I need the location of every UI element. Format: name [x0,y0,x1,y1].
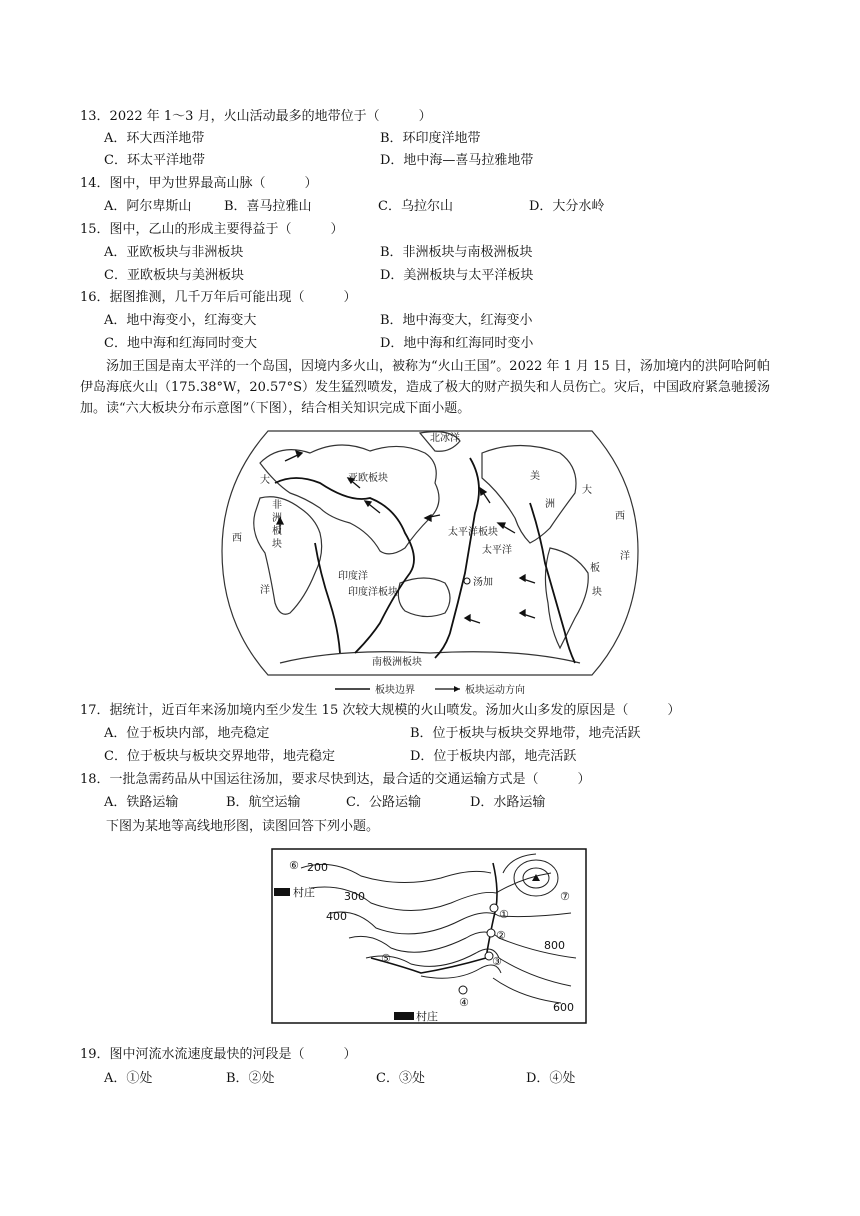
q15-option-c: C．亚欧板块与美洲板块 [104,268,244,283]
label-da-left: 大 [260,475,270,486]
village-top-icon [274,888,290,896]
tonga-marker [464,578,470,584]
q17-option-a: A．位于板块内部，地壳稳定 [104,726,270,741]
q14-option-a: A．阿尔卑斯山 [104,199,192,214]
marker-1-label: ① [499,908,509,921]
q16-option-d: D．地中海和红海同时变小 [380,336,534,351]
q16-option-a: A．地中海变小，红海变大 [104,313,257,328]
q16-stem: 16．据图推测，几千万年后可能出现（ ） [80,290,357,305]
q17-option-b: B．位于板块与板块交界地带，地壳活跃 [410,726,641,741]
q18-stem: 18．一批急需药品从中国运往汤加，要求尽快到达，最合适的交通运输方式是（ ） [80,772,591,787]
q13-option-d: D．地中海—喜马拉雅地带 [380,153,534,168]
marker-6-label: ⑥ [289,859,299,872]
intro-paragraph-tonga: 汤加王国是南太平洋的一个岛国，因境内多火山，被称为“火山王国”。2022 年 1 月 15 日，汤加境内的洪阿哈阿帕伊岛海底火山（175.38°W，20.57°S）发生猛烈喷发，造成了极大的财产损失和人员伤亡。灾后，中国政府紧急驰援汤加。读“六大板块分布示意图”（下图），结合相关知识完成下面小题。 [80,359,770,416]
q18-option-c: C．公路运输 [346,795,421,810]
contour-label-600: 600 [553,1001,574,1014]
village-bottom-icon [394,1012,414,1020]
intro-paragraph-contour: 下图为某地等高线地形图，读图回答下列小题。 [106,819,380,834]
q13-option-c: C．环太平洋地带 [104,153,205,168]
marker-1 [490,904,498,912]
marker-2-label: ② [496,929,506,942]
village-bottom-label: 村庄 [416,1010,438,1023]
q17-option-c: C．位于板块与板块交界地带，地壳稳定 [104,749,335,764]
label-ban: 板 [590,563,600,574]
q14-option-d: D．大分水岭 [529,199,605,214]
q13-option-a: A．环大西洋地带 [104,131,205,146]
q19-option-b: B．②处 [226,1071,275,1086]
label-kuai: 块 [592,587,602,598]
label-mei: 美 [530,471,540,482]
label-antarctic-plate: 南极洲板块 [372,657,422,668]
q19-option-d: D．④处 [526,1071,576,1086]
label-da-right: 大 [582,485,592,496]
label-indian-plate: 印度洋板块 [348,587,398,598]
marker-3-label: ③ [492,955,502,968]
label-yang-right: 洋 [620,551,630,562]
q14-option-b: B．喜马拉雅山 [224,199,312,214]
q13-stem: 13．2022 年 1～3 月，火山活动最多的地带位于（ ） [80,109,432,124]
q16-option-b: B．地中海变大，红海变小 [380,313,533,328]
label-african-1: 非 [272,500,282,511]
contour-label-400: 400 [326,910,347,923]
label-yang-left: 洋 [260,585,270,596]
q18-option-d: D．水路运输 [470,795,546,810]
label-pacific-ocean: 太平洋 [482,545,512,556]
legend-boundary-label: 板块边界 [375,685,415,696]
label-pacific-plate: 太平洋板块 [448,527,498,538]
q17-option-d: D．位于板块内部，地壳活跃 [410,749,577,764]
label-arctic: 北冰洋 [430,433,460,444]
marker-4-label: ④ [459,996,469,1009]
q18-option-b: B．航空运输 [226,795,301,810]
label-african-4: 块 [272,539,282,550]
label-african-3: 板 [272,526,282,537]
label-tonga: 汤加 [473,577,493,588]
legend-direction-label: 板块运动方向 [465,685,525,696]
label-african-2: 洲 [272,513,282,524]
plate-distribution-map [220,423,640,698]
map-frame [222,431,638,675]
q17-stem: 17．据统计，近百年来汤加境内至少发生 15 次较大规模的火山喷发。汤加火山多发的原因是（ ） [80,703,681,718]
q15-option-b: B．非洲板块与南极洲板块 [380,245,533,260]
contour-map [271,848,587,1024]
contour-label-200: 200 [307,861,328,874]
label-zhou: 洲 [545,499,555,510]
label-indian-ocean: 印度洋 [338,571,368,582]
q13-option-b: B．环印度洋地带 [380,131,481,146]
q18-option-a: A．铁路运输 [104,795,179,810]
label-xi-left: 西 [232,533,242,544]
marker-5-label: ⑤ [381,952,391,965]
q15-stem: 15．图中，乙山的形成主要得益于（ ） [80,222,344,237]
q15-option-a: A．亚欧板块与非洲板块 [104,245,244,260]
marker-4 [459,986,467,994]
marker-7-label: ⑦ [560,890,570,903]
contour-label-300: 300 [344,890,365,903]
label-eurasian-plate: 亚欧板块 [348,473,388,484]
q19-option-a: A．①处 [104,1071,153,1086]
label-xi-right: 西 [615,511,625,522]
marker-2 [487,929,495,937]
q16-option-c: C．地中海和红海同时变大 [104,336,257,351]
contour-label-800: 800 [544,939,565,952]
q19-stem: 19．图中河流水流速度最快的河段是（ ） [80,1047,357,1062]
village-top-label: 村庄 [293,886,315,899]
q14-stem: 14．图中，甲为世界最高山脉（ ） [80,176,318,191]
q15-option-d: D．美洲板块与太平洋板块 [380,268,534,283]
q14-option-c: C．乌拉尔山 [378,199,453,214]
q19-option-c: C．③处 [376,1071,425,1086]
